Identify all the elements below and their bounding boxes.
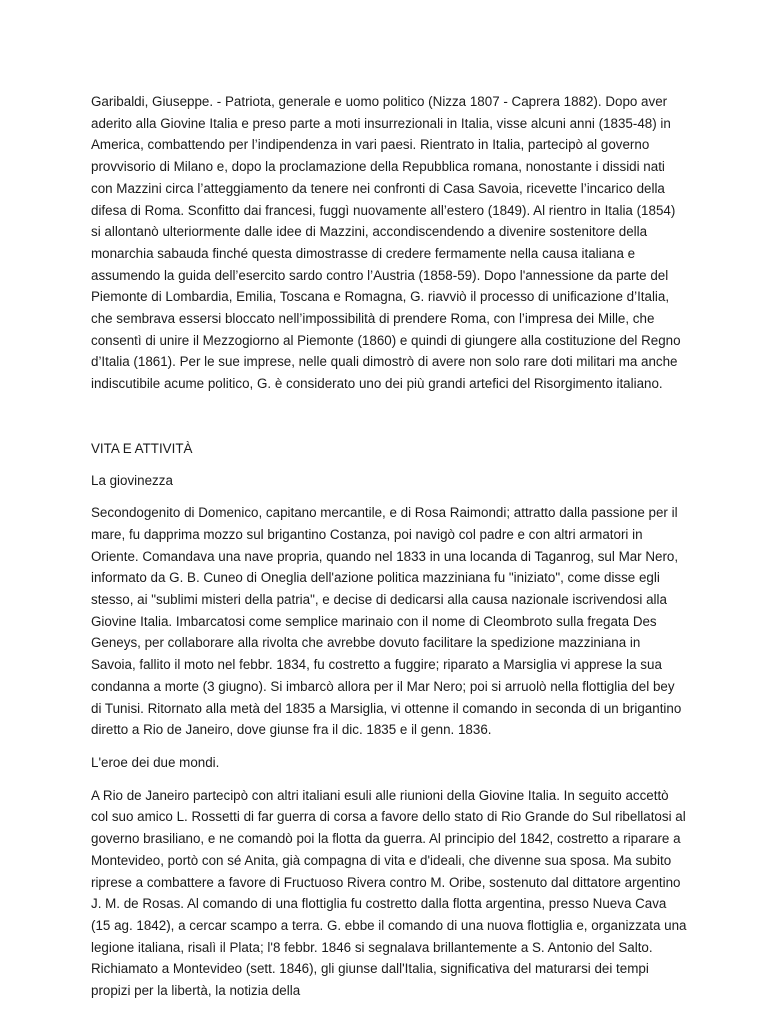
section-heading: VITA E ATTIVITÀ [91, 440, 193, 456]
intro-paragraph: Garibaldi, Giuseppe. - Patriota, generale e uomo politico (Nizza 1807 - Caprera 1882). Dopo aver aderito alla Giovine Italia e preso parte a moti insurrezionali in Italia, visse alcuni anni (1835-48) in America, combattendo per l’indipendenza in vari paesi. Rientrato in Italia, partecipò al governo provvisorio di Milano e, dopo la proclamazione della Repubblica romana, nonostante i dissidi nati con Mazzini circa l’atteggiamento da tenere nei confronti di Casa Savoia, ricevette l’incarico della difesa di Roma. Sconfitto dai francesi, fuggì nuovamente all’estero (1849). Al rientro in Italia (1854) si allontanò ulteriormente dalle idee di Mazzini, accondiscendendo a divenire sostenitore della monarchia sabauda finché questa dimostrasse di credere fermamente nella causa italiana e assumendo la guida dell’esercito sardo contro l’Austria (1858-59). Dopo l'annessione da parte del Piemonte di Lombardia, Emilia, Toscana e Romagna, G. riavviò il processo di unificazione d’Italia, che sembrava essersi bloccato nell’impossibilità di prendere Roma, con l’impresa dei Mille, che consentì di unire il Mezzogiorno al Piemonte (1860) e quindi di giungere alla costituzione del Regno d’Italia (1861). Per le sue imprese, nelle quali dimostrò di avere non solo rare doti militari ma anche indiscutibile acume politico, G. è considerato uno dei più grandi artefici del Risorgimento italiano. [91, 94, 681, 392]
paragraph-giovinezza: Secondogenito di Domenico, capitano mercantile, e di Rosa Raimondi; attratto dalla passione per il mare, fu dapprima mozzo sul brigantino Costanza, poi navigò col padre e con altri armatori in Oriente. Comandava una nave propria, quando nel 1833 in una locanda di Taganrog, sul Mar Nero, informato da G. B. Cuneo di Oneglia dell'azione politica mazziniana fu "iniziato", come disse egli stesso, ai "sublimi misteri della patria", e decise di dedicarsi alla causa nazionale iscrivendosi alla Giovine Italia. Imbarcatosi come semplice marinaio con il nome di Cleombroto sulla fregata Des Geneys, per collaborare alla rivolta che avrebbe dovuto facilitare la spedizione mazziniana in Savoia, fallito il moto nel febbr. 1834, fu costretto a fuggire; riparato a Marsiglia vi apprese la sua condanna a morte (3 giugno). Si imbarcò allora per il Mar Nero; poi si arruolò nella flottiglia del bey di Tunisi. Ritornato alla metà del 1835 a Marsiglia, vi ottenne il comando in seconda di un brigantino diretto a Rio de Janeiro, dove giunse fra il dic. 1835 e il genn. 1836. [91, 505, 682, 738]
subheading-giovinezza: La giovinezza [91, 472, 173, 488]
document-page [91, 91, 687, 1013]
paragraph-eroe: A Rio de Janeiro partecipò con altri italiani esuli alle riunioni della Giovine Italia. In seguito accettò col suo amico L. Rossetti di far guerra di corsa a favore dello stato di Rio Grande do Sul ribellatosi al governo brasiliano, e ne comandò poi la flotta da guerra. Al principio del 1842, costretto a riparare a Montevideo, portò con sé Anita, già compagna di vita e d'ideali, che divenne sua sposa. Ma subito riprese a combattere a favore di Fructuoso Rivera contro M. Oribe, sostenuto dal dittatore argentino J. M. de Rosas. Al comando di una flottiglia fu costretto dalla flotta argentina, presso Nueva Cava (15 ag. 1842), a cercar scampo a terra. G. ebbe il comando di una nuova flottiglia e, organizzata una legione italiana, risalì il Plata; l'8 febbr. 1846 si segnalava brillantemente a S. Antonio del Salto. Richiamato a Montevideo (sett. 1846), gli giunse dall'Italia, significativa del maturarsi dei tempi propizi per la libertà, la notizia della [91, 787, 687, 999]
subheading-eroe: L'eroe dei due mondi. [91, 754, 220, 770]
